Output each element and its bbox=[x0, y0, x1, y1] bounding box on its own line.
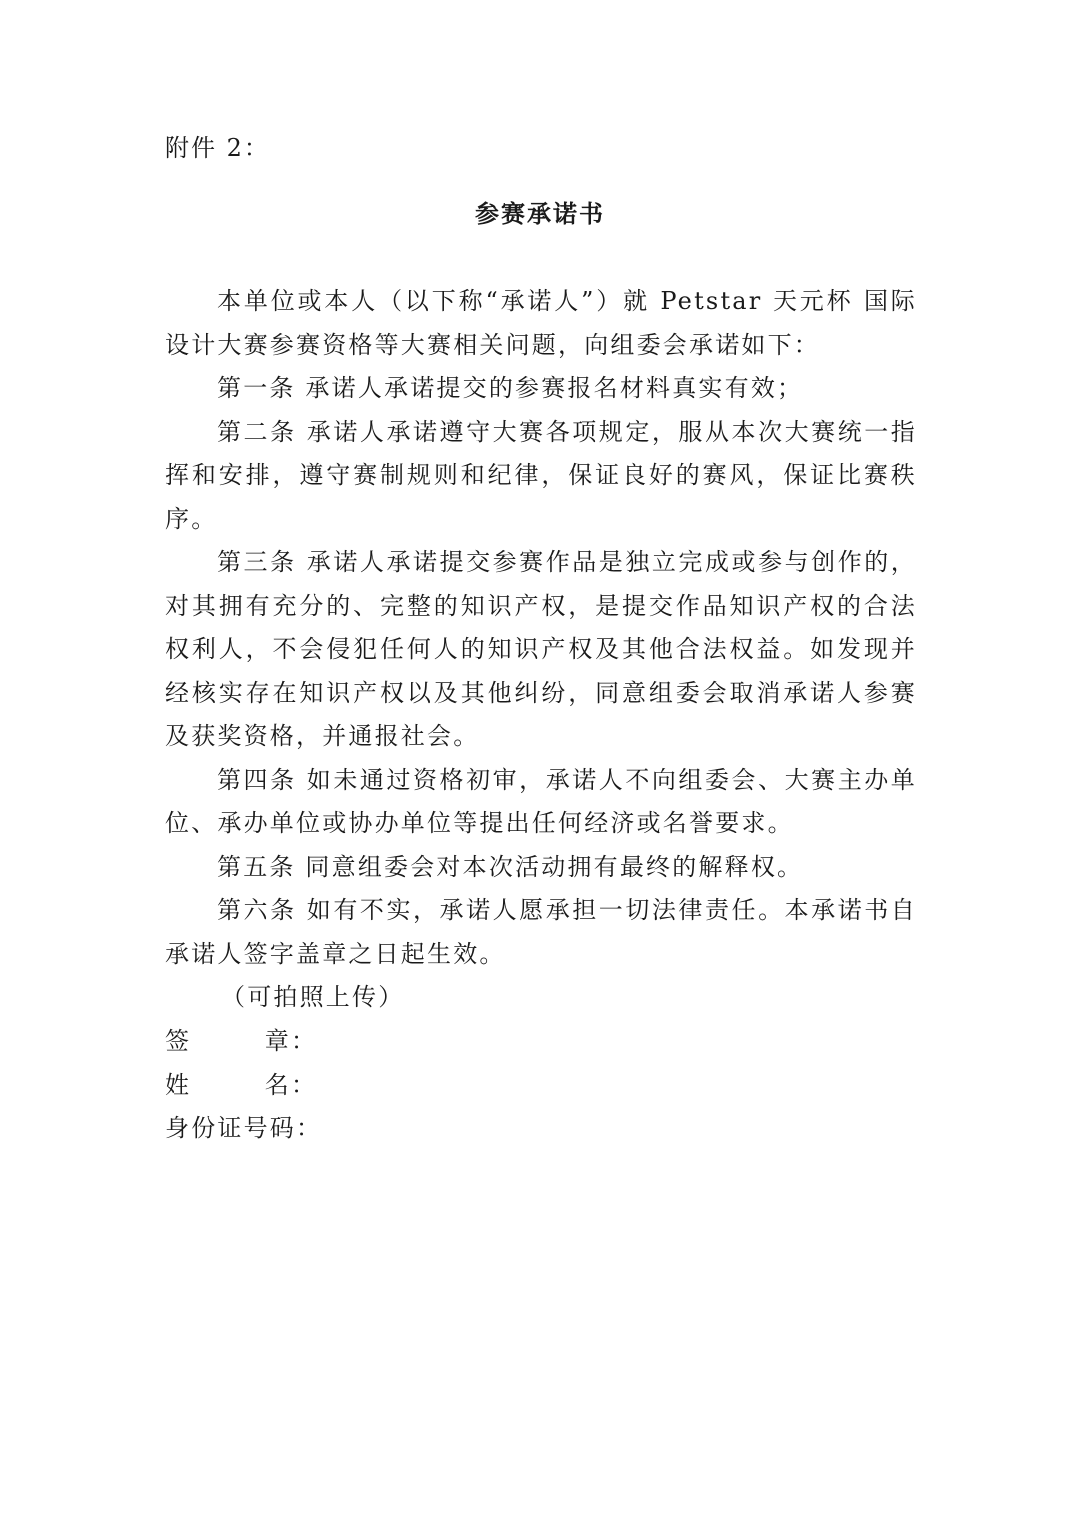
id-number-colon: ： bbox=[296, 1114, 323, 1142]
id-number-label: 身份证号码 bbox=[165, 1114, 296, 1142]
article-5: 第五条 同意组委会对本次活动拥有最终的解释权。 bbox=[217, 852, 804, 881]
intro-paragraph: 本单位或本人（以下称“承诺人”）就 Petstar 天元杯 国际设计大赛参赛资格等大赛相关问题，向组委会承诺如下： bbox=[165, 287, 917, 359]
signature-section bbox=[165, 1020, 322, 1151]
seal-field bbox=[165, 1020, 322, 1064]
article-1: 第一条 承诺人承诺提交的参赛报名材料真实有效； bbox=[217, 374, 804, 402]
name-label: 姓 名 bbox=[165, 1070, 291, 1099]
commitment-body bbox=[165, 280, 917, 1020]
article-4: 第四条 如未通过资格初审，承诺人不向组委会、大赛主办单位、承办单位或协办单位等提出任何经济或名誉要求。 bbox=[165, 765, 917, 837]
id-number-field bbox=[165, 1107, 322, 1151]
article-3: 第三条 承诺人承诺提交参赛作品是独立完成或参与创作的，对其拥有充分的、完整的知识产权，是提交作品知识产权的合法权利人，不会侵犯任何人的知识产权及其他合法权益。如发现并经核实存在知识产权以及其他纠纷，同意组委会取消承诺人参赛及获奖资格，并通报社会。 bbox=[165, 548, 917, 750]
article-2: 第二条 承诺人承诺遵守大赛各项规定，服从本次大赛统一指挥和安排，遵守赛制规则和纪律，保证良好的赛风，保证比赛秩序。 bbox=[165, 417, 917, 533]
attachment-label: 附件 2： bbox=[165, 134, 270, 162]
seal-colon: ： bbox=[291, 1027, 318, 1055]
name-colon: ： bbox=[291, 1070, 318, 1099]
seal-label: 签 章 bbox=[165, 1027, 291, 1055]
name-field bbox=[165, 1064, 322, 1108]
document-title: 参赛承诺书 bbox=[475, 199, 605, 228]
article-6: 第六条 如有不实，承诺人愿承担一切法律责任。本承诺书自承诺人签字盖章之日起生效。 bbox=[165, 896, 917, 968]
upload-note: （可拍照上传） bbox=[221, 983, 405, 1011]
